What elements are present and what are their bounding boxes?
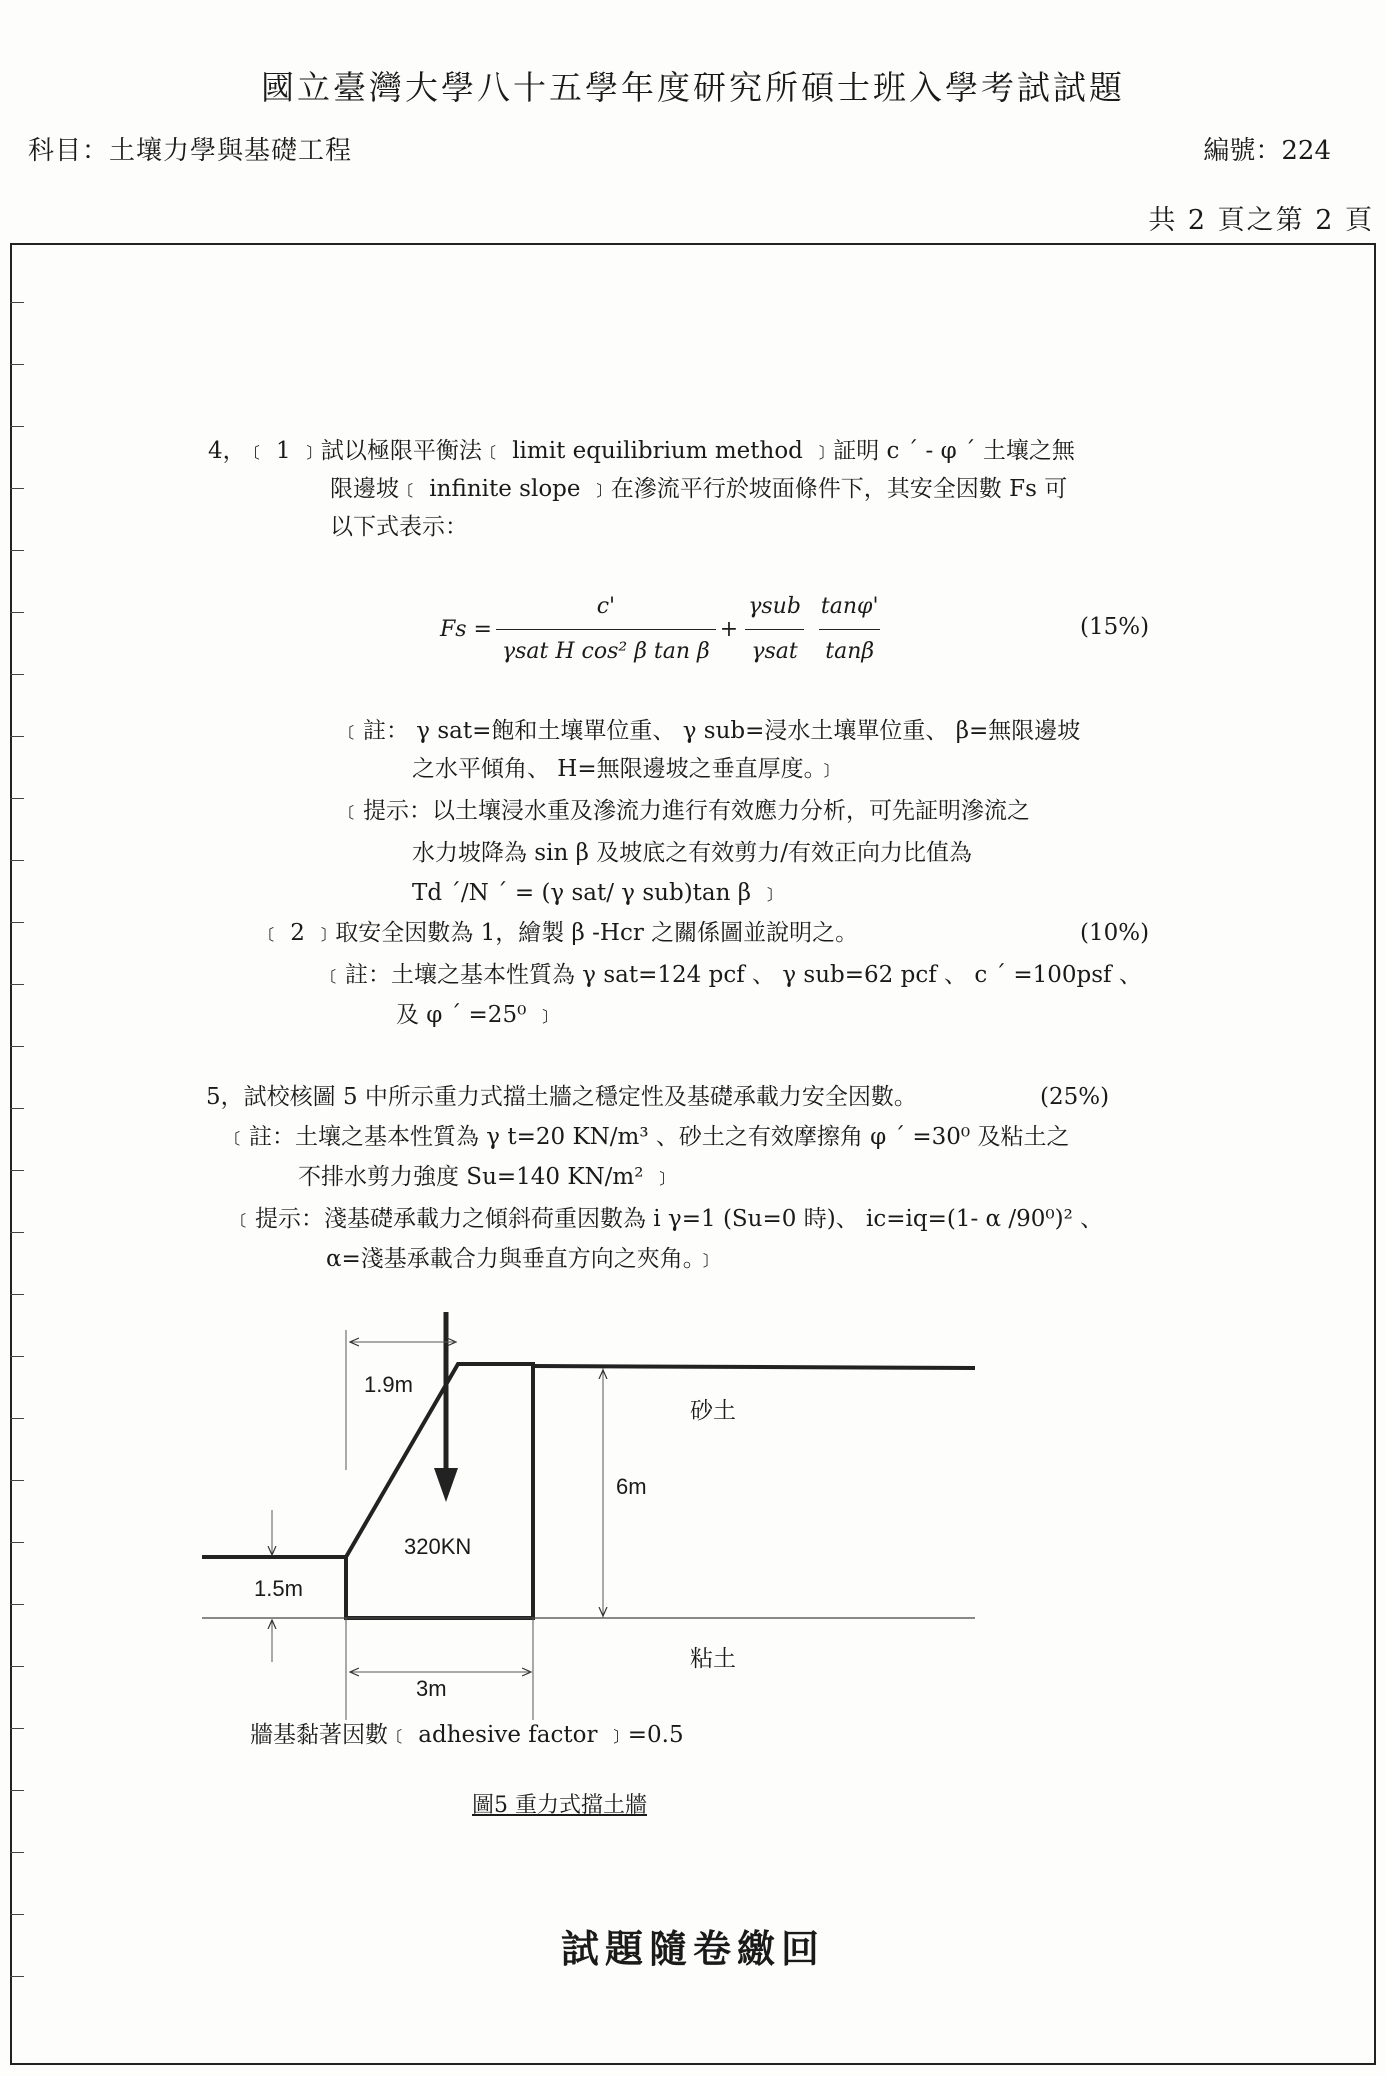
q5-points: (25%) xyxy=(1040,1084,1110,1110)
formula-plus: + xyxy=(719,616,739,642)
formula-denominator-3: tanβ xyxy=(819,629,880,671)
margin-tick xyxy=(10,1294,24,1295)
q4-line-3: 以下式表示： xyxy=(330,514,468,540)
q4-hint-line-3: Td ´/N ´ = (γ sat/ γ sub)tan β ﹞ xyxy=(412,880,782,906)
margin-tick xyxy=(10,1046,24,1047)
margin-tick xyxy=(10,736,24,737)
page-indicator: 共 2 頁之第 2 頁 xyxy=(1148,205,1374,236)
margin-tick xyxy=(10,674,24,675)
dim-label-height: 6m xyxy=(616,1474,647,1499)
margin-tick xyxy=(10,488,24,489)
margin-tick xyxy=(10,302,24,303)
label-wall-weight: 320KN xyxy=(404,1534,472,1559)
exam-title: 國立臺灣大學八十五學年度研究所碩士班入學考試試題 xyxy=(261,68,1125,107)
q4-note-2-line-1: ﹝註：土壤之基本性質為 γ sat=124 pcf 、 γ sub=62 pcf 、 c ´ =100psf 、 xyxy=(322,962,1142,988)
safety-factor-formula xyxy=(440,588,889,671)
margin-tick xyxy=(10,1108,24,1109)
return-exam-stamp: 試題隨卷繳回 xyxy=(560,1926,825,1971)
dim-label-embedment: 1.5m xyxy=(254,1576,303,1601)
margin-tick xyxy=(10,426,24,427)
retaining-wall-figure xyxy=(0,1300,1386,1760)
margin-tick xyxy=(10,364,24,365)
q5-note-line-1: ﹝註：土壤之基本性質為 γ t=20 KN/m³ 、砂土之有效摩擦角 φ ´ =30⁰ 及粘土之 xyxy=(226,1124,1070,1150)
q4-line-1: 4，﹝ 1 ﹞試以極限平衡法﹝ limit equilibrium method ﹞証明 c ´ - φ ´ 土壤之無 xyxy=(208,438,1075,464)
q4-line-2: 限邊坡﹝ infinite slope ﹞在滲流平行於坡面條件下，其安全因數 Fs 可 xyxy=(330,476,1068,502)
margin-tick xyxy=(10,860,24,861)
formula-numerator-3: tanφ' xyxy=(820,594,879,619)
margin-tick xyxy=(10,984,24,985)
wall-outline xyxy=(346,1364,533,1618)
margin-tick xyxy=(10,1232,24,1233)
dim-label-base-width: 3m xyxy=(416,1676,447,1701)
margin-tick xyxy=(10,550,24,551)
margin-tick xyxy=(10,922,24,923)
q5-hint-line-1: ﹝提示：淺基礎承載力之傾斜荷重因數為 i γ=1 (Su=0 時)、 ic=iq=(1- α /90⁰)² 、 xyxy=(232,1206,1104,1232)
margin-tick xyxy=(10,612,24,613)
q5-hint-line-2: α=淺基承載合力與垂直方向之夾角。﹞ xyxy=(326,1246,718,1272)
formula-lhs: Fs = xyxy=(440,616,492,642)
q4-part1-points: (15%) xyxy=(1080,614,1150,640)
q5-note-line-2: 不排水剪力強度 Su=140 KN/m² ﹞ xyxy=(298,1164,674,1190)
load-arrow-head-icon xyxy=(434,1468,458,1502)
q4-note-2-line-2: 及 φ ´ =25⁰ ﹞ xyxy=(396,1002,557,1028)
ground-surface-right xyxy=(533,1366,975,1368)
margin-tick xyxy=(10,1976,24,1977)
formula-numerator-1: c' xyxy=(596,594,616,619)
q4-note-1-line-2: 之水平傾角、 H=無限邊坡之垂直厚度。﹞ xyxy=(412,756,839,782)
margin-tick xyxy=(10,1170,24,1171)
q4-part2-points: (10%) xyxy=(1080,920,1150,946)
subject-label: 科目：土壤力學與基礎工程 xyxy=(28,136,353,166)
formula-numerator-2: γsub xyxy=(748,594,801,619)
formula-denominator-1: γsat H cos² β tan β xyxy=(496,629,716,671)
dim-label-top-width: 1.9m xyxy=(364,1372,413,1397)
q4-hint-line-1: ﹝提示：以土壤浸水重及滲流力進行有效應力分析，可先証明滲流之 xyxy=(340,798,1030,824)
label-clay: 粘土 xyxy=(690,1646,736,1672)
label-sand: 砂土 xyxy=(690,1398,736,1424)
q4-note-1-line-1: ﹝註： γ sat=飽和土壤單位重、 γ sub=浸水土壤單位重、 β=無限邊坡 xyxy=(340,718,1081,744)
margin-tick xyxy=(10,1790,24,1791)
margin-tick xyxy=(10,798,24,799)
margin-tick xyxy=(10,1914,24,1915)
formula-fraction-2 xyxy=(742,588,807,671)
q4-hint-line-2: 水力坡降為 sin β 及坡底之有效剪力/有效正向力比值為 xyxy=(412,840,972,866)
formula-fraction-1 xyxy=(496,588,716,671)
figure-caption: 圖5 重力式擋土牆 xyxy=(472,1793,647,1818)
formula-denominator-2: γsat xyxy=(745,629,803,671)
q5-line-1: 5，試校核圖 5 中所示重力式擋土牆之穩定性及基礎承載力安全因數。 xyxy=(206,1084,917,1110)
adhesive-factor-note: 牆基黏著因數﹝ adhesive factor ﹞=0.5 xyxy=(250,1722,684,1748)
q4-part-2: ﹝ 2 ﹞取安全因數為 1，繪製 β -Hcr 之關係圖並說明之。 xyxy=(260,920,859,946)
formula-fraction-3 xyxy=(815,588,885,671)
margin-tick xyxy=(10,1852,24,1853)
exam-code: 編號：224 xyxy=(1203,136,1331,166)
